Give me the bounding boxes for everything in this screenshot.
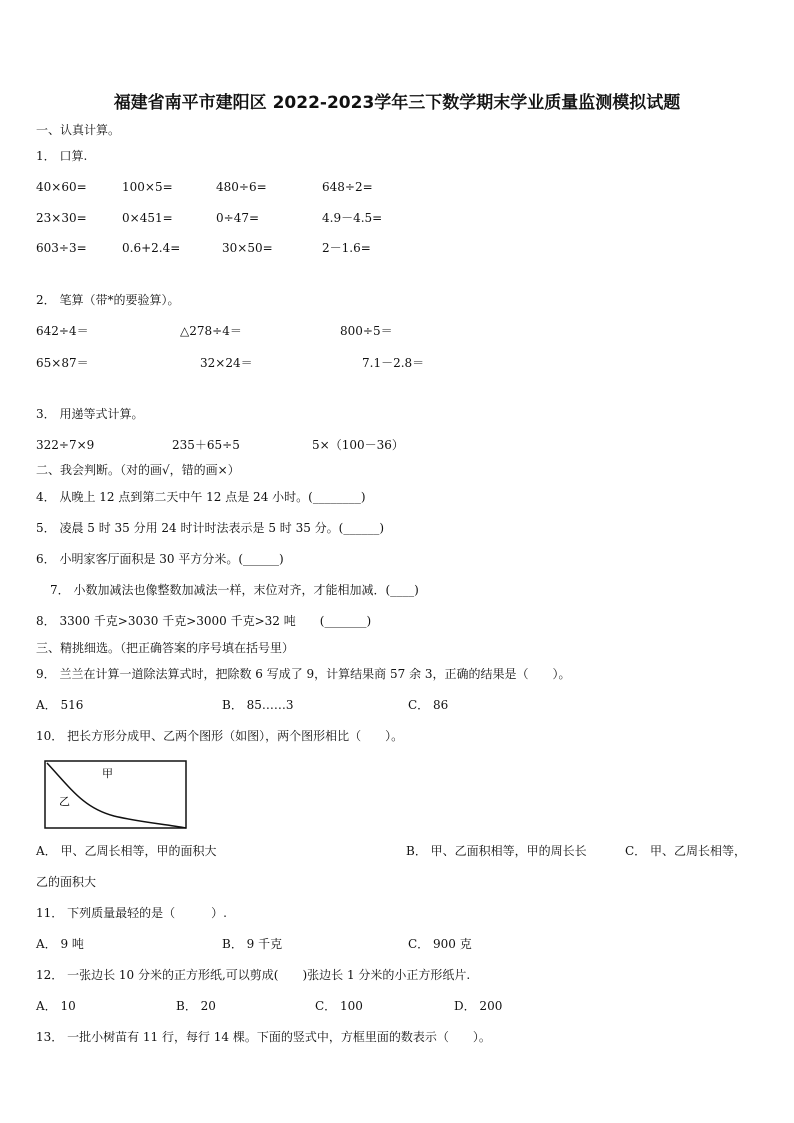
- q2-r1-c3: 800÷5＝: [340, 324, 393, 338]
- q1-r2-c1: 23×30=: [36, 211, 87, 225]
- q2-r2-c2: 32×24＝: [200, 356, 253, 370]
- q10-stem: 10． 把长方形分成甲、乙两个图形（如图），两个图形相比（ ）。: [36, 729, 404, 743]
- q11-option-c: C． 900 克: [408, 937, 472, 951]
- q9-option-a: A． 516: [36, 698, 84, 712]
- q11-option-b: B． 9 千克: [222, 937, 283, 951]
- q9-stem: 9． 兰兰在计算一道除法算式时，把除数 6 写成了 9，计算结果商 57 余 3，正确的结果是（ ）。: [36, 667, 571, 681]
- q1-r1-c4: 648÷2=: [322, 180, 373, 194]
- q2-label: 2． 笔算（带*的要验算）。: [36, 293, 180, 307]
- q10-option-b: B． 甲、乙面积相等，甲的周长长: [406, 844, 587, 858]
- q10-option-c: C． 甲、乙周长相等，: [625, 844, 746, 858]
- judge-item-7: 7． 小数加减法也像整数加减法一样，末位对齐，才能相加减．(____): [50, 583, 419, 597]
- q12-option-b: B． 20: [176, 999, 216, 1013]
- q3-item-2: 235＋65÷5: [172, 438, 240, 452]
- rectangle-split-figure: [44, 760, 188, 830]
- q1-r1-c2: 100×5=: [122, 180, 173, 194]
- section1-heading: 一、认真计算。: [36, 123, 121, 137]
- q1-r3-c4: 2－1.6=: [322, 241, 371, 255]
- section2-heading: 二、我会判断。（对的画√，错的画×）: [36, 463, 240, 477]
- q10-option-c-cont: 乙的面积大: [36, 875, 97, 889]
- q10-option-a: A． 甲、乙周长相等，甲的面积大: [36, 844, 217, 858]
- judge-item-5: 5． 凌晨 5 时 35 分用 24 时计时法表示是 5 时 35 分。(______): [36, 521, 385, 535]
- q1-r1-c1: 40×60=: [36, 180, 87, 194]
- q11-stem: 11． 下列质量最轻的是（ ）.: [36, 906, 227, 920]
- q1-r1-c3: 480÷6=: [216, 180, 267, 194]
- q2-r1-c1: 642÷4＝: [36, 324, 89, 338]
- q1-r2-c2: 0×451=: [122, 211, 173, 225]
- q2-r2-c1: 65×87＝: [36, 356, 89, 370]
- page-title: 福建省南平市建阳区 2022-2023学年三下数学期末学业质量监测模拟试题: [113, 93, 681, 113]
- q3-item-1: 322÷7×9: [36, 438, 95, 452]
- q12-stem: 12． 一张边长 10 分米的正方形纸,可以剪成( )张边长 1 分米的小正方形纸片.: [36, 968, 471, 982]
- q2-r1-c2: △278÷4＝: [180, 324, 242, 338]
- judge-item-4: 4． 从晚上 12 点到第二天中午 12 点是 24 小时。(________): [36, 490, 366, 504]
- section3-heading: 三、精挑细选。（把正确答案的序号填在括号里）: [36, 641, 295, 655]
- q3-label: 3． 用递等式计算。: [36, 407, 144, 421]
- q9-option-b: B． 85……3: [222, 698, 294, 712]
- q12-option-c: C． 100: [315, 999, 363, 1013]
- q9-option-c: C． 86: [408, 698, 449, 712]
- q2-r2-c3: 7.1－2.8＝: [362, 356, 425, 370]
- q1-r2-c3: 0÷47=: [216, 211, 260, 225]
- judge-item-6: 6． 小明家客厅面积是 30 平方分米。(______): [36, 552, 284, 566]
- q11-option-a: A． 9 吨: [36, 937, 84, 951]
- q12-option-d: D． 200: [454, 999, 503, 1013]
- q1-r3-c1: 603÷3=: [36, 241, 87, 255]
- q1-r2-c4: 4.9－4.5=: [322, 211, 383, 225]
- q1-label: 1． 口算.: [36, 149, 88, 163]
- q1-r3-c2: 0.6+2.4=: [122, 241, 181, 255]
- judge-item-8: 8． 3300 千克>3030 千克>3000 千克>32 吨 (_______): [36, 614, 372, 628]
- q3-item-3: 5×（100－36）: [312, 438, 404, 452]
- label-yi: 乙: [59, 795, 70, 808]
- q12-option-a: A． 10: [36, 999, 76, 1013]
- label-jia: 甲: [102, 767, 113, 780]
- q1-r3-c3: 30×50=: [222, 241, 273, 255]
- q13-stem: 13． 一批小树苗有 11 行，每行 14 棵。下面的竖式中，方框里面的数表示（ ）。: [36, 1030, 491, 1044]
